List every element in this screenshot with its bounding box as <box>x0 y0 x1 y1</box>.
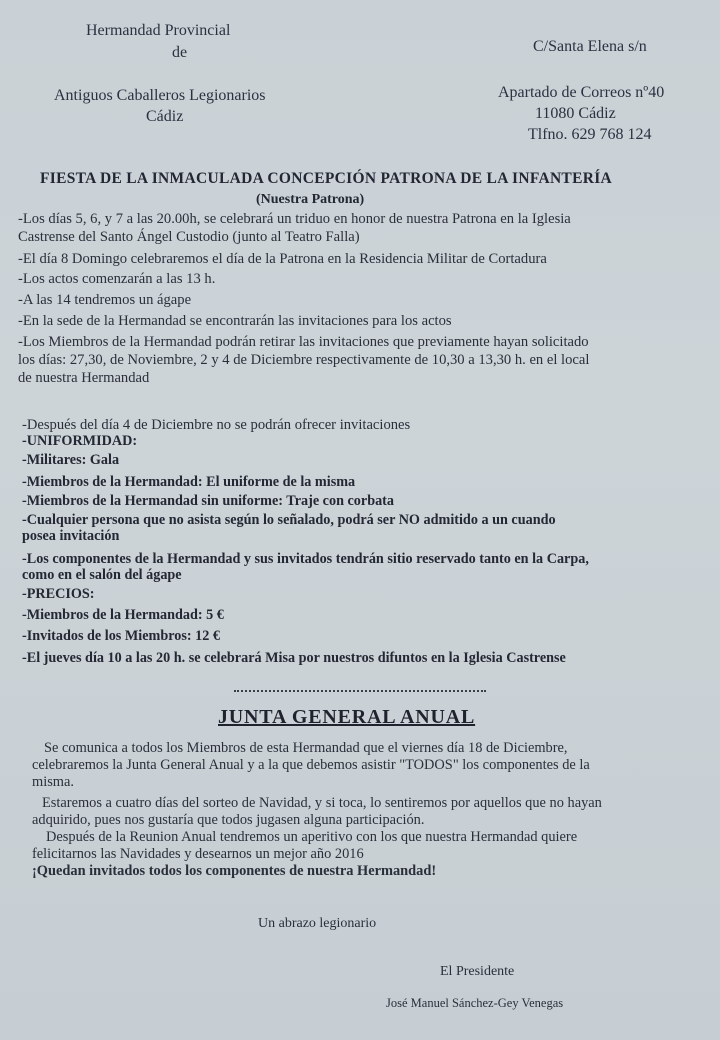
militares-line: -Militares: Gala <box>22 452 120 468</box>
actos-line: -Los actos comenzarán a las 13 h. <box>18 271 216 287</box>
junta-p1-line2: celebraremos la Junta General Anual y a la que debemos asistir "TODOS" los componentes de la <box>32 757 590 773</box>
despues-line: -Después del día 4 de Diciembre no se podrán ofrecer invitaciones <box>22 417 411 433</box>
miembros-uniforme-line: -Miembros de la Hermandad: El uniforme de la misma <box>22 474 356 490</box>
sede-line: -En la sede de la Hermandad se encontrarán las invitaciones para los actos <box>18 313 452 329</box>
precios-heading: -PRECIOS: <box>22 586 95 602</box>
junta-p3-line2: felicitarnos las Navidades y desearnos un mejor año 2016 <box>32 846 364 862</box>
junta-p4-line: ¡Quedan invitados todos los componentes de nuestra Hermandad! <box>32 863 437 879</box>
org-name-line1: Hermandad Provincial <box>86 22 231 39</box>
precio-invitados-line: -Invitados de los Miembros: 12 € <box>22 628 220 644</box>
org-name-line3: Antiguos Caballeros Legionarios <box>54 87 266 104</box>
address-postal-code: 11080 Cádiz <box>535 105 616 122</box>
cualquier-line1: -Cualquier persona que no asista según lo señalado, podrá ser NO admitido a un cuando <box>22 512 556 528</box>
org-city: Cádiz <box>146 108 184 125</box>
junta-title: JUNTA GENERAL ANUAL <box>218 706 476 728</box>
retirar-line2: los días: 27,30, de Noviembre, 2 y 4 de Diciembre respectivamente de 10,30 a 13,30 h. en el local <box>18 352 590 368</box>
triduo-line2: Castrense del Santo Ángel Custodio (junto al Teatro Falla) <box>18 229 360 245</box>
closing-greeting: Un abrazo legionario <box>258 916 377 931</box>
junta-p1-line1: Se comunica a todos los Miembros de esta Hermandad que el viernes día 18 de Diciembre, <box>44 740 568 756</box>
address-po-box: Apartado de Correos nº40 <box>498 84 665 101</box>
notice-subtitle: (Nuestra Patrona) <box>256 192 365 207</box>
junta-p2-line1: Estaremos a cuatro días del sorteo de Navidad, y si toca, lo sentiremos por aquellos que no hayan <box>42 795 602 811</box>
notice-title: FIESTA DE LA INMACULADA CONCEPCIÓN PATRONA DE LA INFANTERÍA <box>40 170 613 187</box>
retirar-line1: -Los Miembros de la Hermandad podrán retirar las invitaciones que previamente hayan solicitado <box>18 334 589 350</box>
president-title: El Presidente <box>440 964 515 979</box>
address-street: C/Santa Elena s/n <box>533 38 647 55</box>
agape-line: -A las 14 tendremos un ágape <box>18 292 192 308</box>
address-phone: Tlfno. 629 768 124 <box>528 126 652 143</box>
junta-p2-line2: adquirido, pues nos gustaría que todos jugasen alguna participación. <box>32 812 425 828</box>
president-name: José Manuel Sánchez-Gey Venegas <box>386 996 564 1010</box>
miembros-sin-uniforme-line: -Miembros de la Hermandad sin uniforme: Traje con corbata <box>22 493 394 509</box>
cualquier-line2: posea invitación <box>22 528 120 544</box>
junta-body <box>32 740 602 880</box>
uniformidad-heading: -UNIFORMIDAD: <box>22 433 138 449</box>
notice-body <box>18 210 589 387</box>
junta-p3-line1: Después de la Reunion Anual tendremos un aperitivo con los que nuestra Hermandad quiere <box>46 829 578 845</box>
componentes-line1: -Los componentes de la Hermandad y sus invitados tendrán sitio reservado tanto en la Carpa, <box>22 551 589 567</box>
uniformidad-section <box>22 432 589 668</box>
junta-p1-line3: misma. <box>32 774 74 790</box>
misa-line: -El jueves día 10 a las 20 h. se celebrará Misa por nuestros difuntos en la Iglesia Castrense <box>22 650 566 666</box>
dia8-line: -El día 8 Domingo celebraremos el día de la Patrona en la Residencia Militar de Cortadura <box>18 251 547 267</box>
triduo-line1: -Los días 5, 6, y 7 a las 20.00h, se celebrará un triduo en honor de nuestra Patrona en la Iglesia <box>18 211 571 227</box>
componentes-line2: como en el salón del ágape <box>22 567 182 583</box>
precio-miembros-line: -Miembros de la Hermandad: 5 € <box>22 607 224 623</box>
section-divider <box>234 690 486 692</box>
org-name-line2: de <box>172 44 188 61</box>
retirar-line3: de nuestra Hermandad <box>18 370 150 386</box>
